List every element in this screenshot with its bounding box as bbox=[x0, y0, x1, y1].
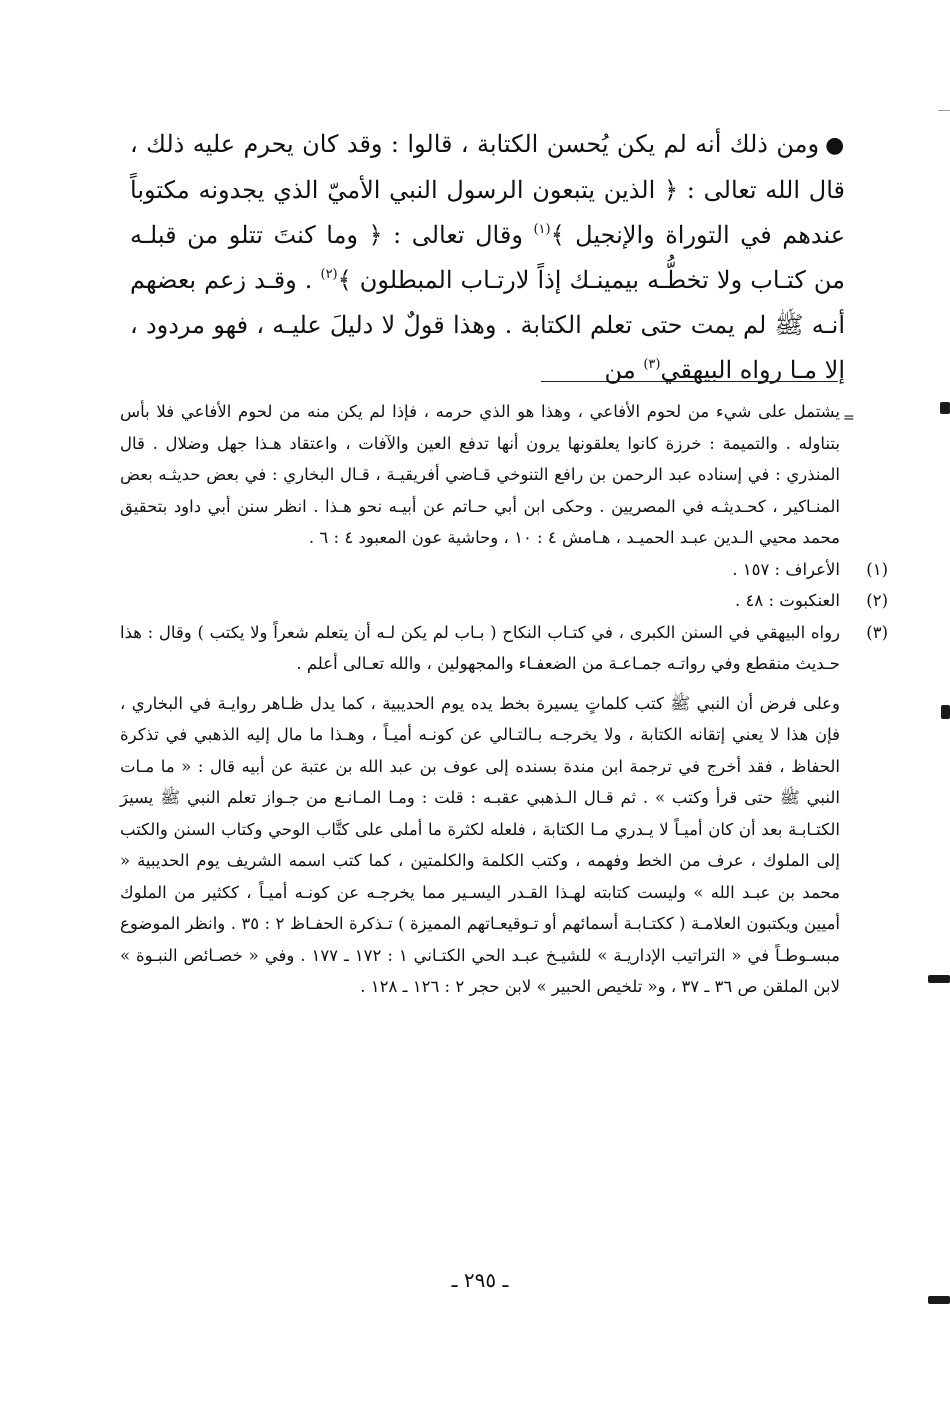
footnote-text-1: الأعراف : ١٥٧ . bbox=[732, 559, 840, 579]
main-line-1: ومن ذلك أنه لم يكن يُحسن الكتابة ، قالوا : وقد كان يحرم عليه ذلك ، bbox=[130, 130, 820, 158]
scan-margin-mark bbox=[928, 1296, 950, 1304]
scan-margin-mark bbox=[941, 705, 950, 719]
main-line-5a: تعلم الكتابة . وهذا قولٌ لا دليلَ عليـه ، فهو مردود ، إلا مـا رواه البيهقي bbox=[130, 311, 845, 384]
editor-commentary: وعلى فرض أن النبي ﷺ كتب كلماتٍ يسيرة بخط يده يوم الحديبية ، كما يدل ظـاهر روايـة في البخاري ، فإن هذا لا يعني إتقانه الكتابة ، ولا يخرجـه بـالتـالي عن كونـه أميـاً ، وهـذا ما مال إليه الذهبي في تذكرة الحفاظ ، فقد أخرج في ترجمة ابن مندة بسنده إلى عوف بن عبد الله بن عتبة عن أبيه قال : « ما مـات النبي ﷺ حتى قرأ وكتب » . ثم قـال الـذهبي عقبـه : قلت : ومـا المـانـع من جـواز تعلم النبي ﷺ يسيرَ الكتـابـة بعد أن كان أميـاً لا يـدري مـا الكتابة ، فلعله لكثرة ما أملى على كتَّاب الوحي وكتاب السنن والكتب إلى الملوك ، عرف من الخط وفهمه ، وكتب الكلمة والكلمتين ، كما كتب اسمه الشريف يوم الحديبية « محمد بن عبـد الله » وليست كتابته لهـذا القـدر اليسـير مما يخرجـه عن كونـه أميـاً ، ككثير من الملوك أميين ويكتبون العلامـة ( ككتـابـة أسمائهم أو تـوقيعـاتهم المميزة ) تـذكرة الحفـاظ ٢ : ٣٥ . وانظر الموضوع مبسـوطـاً في « التراتيب الإداريـة » للشيـخ عبـد الحي الكتـاني ١ : ١٧٢ ـ ١٧٧ . وفي « خصـائص النبـوة » لابن الملقن ص ٣٦ ـ ٣٧ ، و« تلخيص الحبير » لابن حجر ٢ : ١٢٦ ـ ١٢٨ . bbox=[120, 693, 840, 996]
main-line-3b: وقال تعالى : ﴿ وما كنتَ تتلو من قبلـه من كتـاب ولا bbox=[130, 221, 845, 294]
footnote-item-1 bbox=[120, 554, 888, 586]
footnote-text-3: رواه البيهقي في السنن الكبرى ، في كتـاب النكاح ( بـاب لم يكن لـه أن يتعلم شعراً ولا يكتب ) وقال : هذا حـديث منقطع وفي رواتـه جمـاعـة من الضعفـاء والمجهولين ، والله تعـالى أعلم . bbox=[120, 622, 840, 673]
footnotes-section bbox=[120, 396, 888, 1019]
footnote-item-2 bbox=[120, 585, 888, 617]
main-line-4a: تخطُّـه بيمينـك إذاً لارتـاب المبطلون ﴾ bbox=[337, 266, 709, 294]
footnote-continuation: يشتمل على شيء من لحوم الأفاعي ، وهذا هو الذي حرمه ، فإذا لم يكن منه من لحوم الأفاعي فلا بأس بتناوله . والتميمة : خرزة كانوا يعلقونها يرون أنها تدفع العين والآفات ، واعتقاد هـذا جهل وضلال . قال المنذري : في إسناده عبد الرحمن بن رافع التنوخي قـاضي أفريقيـة ، قـال البخاري : في بعض حديثـه بعض المنـاكير ، كحـديثـه في المصريين . وحكى ابن أبي حـاتم عن أبيـه نحو هـذا . انظر سنن أبي داود بتحقيق محمد محيي الـدين عبـد الحميـد ، هـامش ٤ : ١٠ ، وحاشية عون المعبود ٤ : ٦ . bbox=[120, 402, 840, 547]
footnote-ref-1: (١) bbox=[533, 222, 551, 237]
footnote-ref-3: (٣) bbox=[643, 357, 661, 372]
footnote-text-2: العنكبوت : ٤٨ . bbox=[735, 591, 840, 610]
main-line-4b: . وقـد زعم بعضهم أنـه ﷺ لم يمت حتى bbox=[130, 266, 845, 339]
footnote-number-1: (١) bbox=[866, 559, 888, 579]
main-line-3a: في التوراة والإنجيل ﴾ bbox=[550, 221, 772, 249]
scan-margin-mark bbox=[940, 402, 950, 414]
scan-margin-mark bbox=[938, 110, 950, 111]
main-text bbox=[130, 122, 845, 393]
footnote-number-3: (٣) bbox=[866, 622, 888, 642]
footnote-ref-2: (٢) bbox=[320, 267, 338, 282]
page-number: ـ ٢٩٥ ـ bbox=[451, 1268, 509, 1292]
main-paragraph bbox=[130, 122, 845, 393]
main-line-5b: من bbox=[604, 356, 644, 384]
footnote-number-2: (٢) bbox=[866, 591, 888, 610]
continuation-mark: = bbox=[843, 410, 855, 426]
bullet-icon: ● bbox=[825, 133, 846, 158]
main-line-2: قال الله تعالى : ﴿ الذين يتبعون الرسول النبي الأميّ الذي يجدونه مكتوباً عندهم bbox=[130, 176, 846, 249]
footnote-item-3 bbox=[120, 617, 888, 680]
scan-margin-mark bbox=[928, 975, 950, 983]
footnote-separator bbox=[541, 381, 838, 382]
